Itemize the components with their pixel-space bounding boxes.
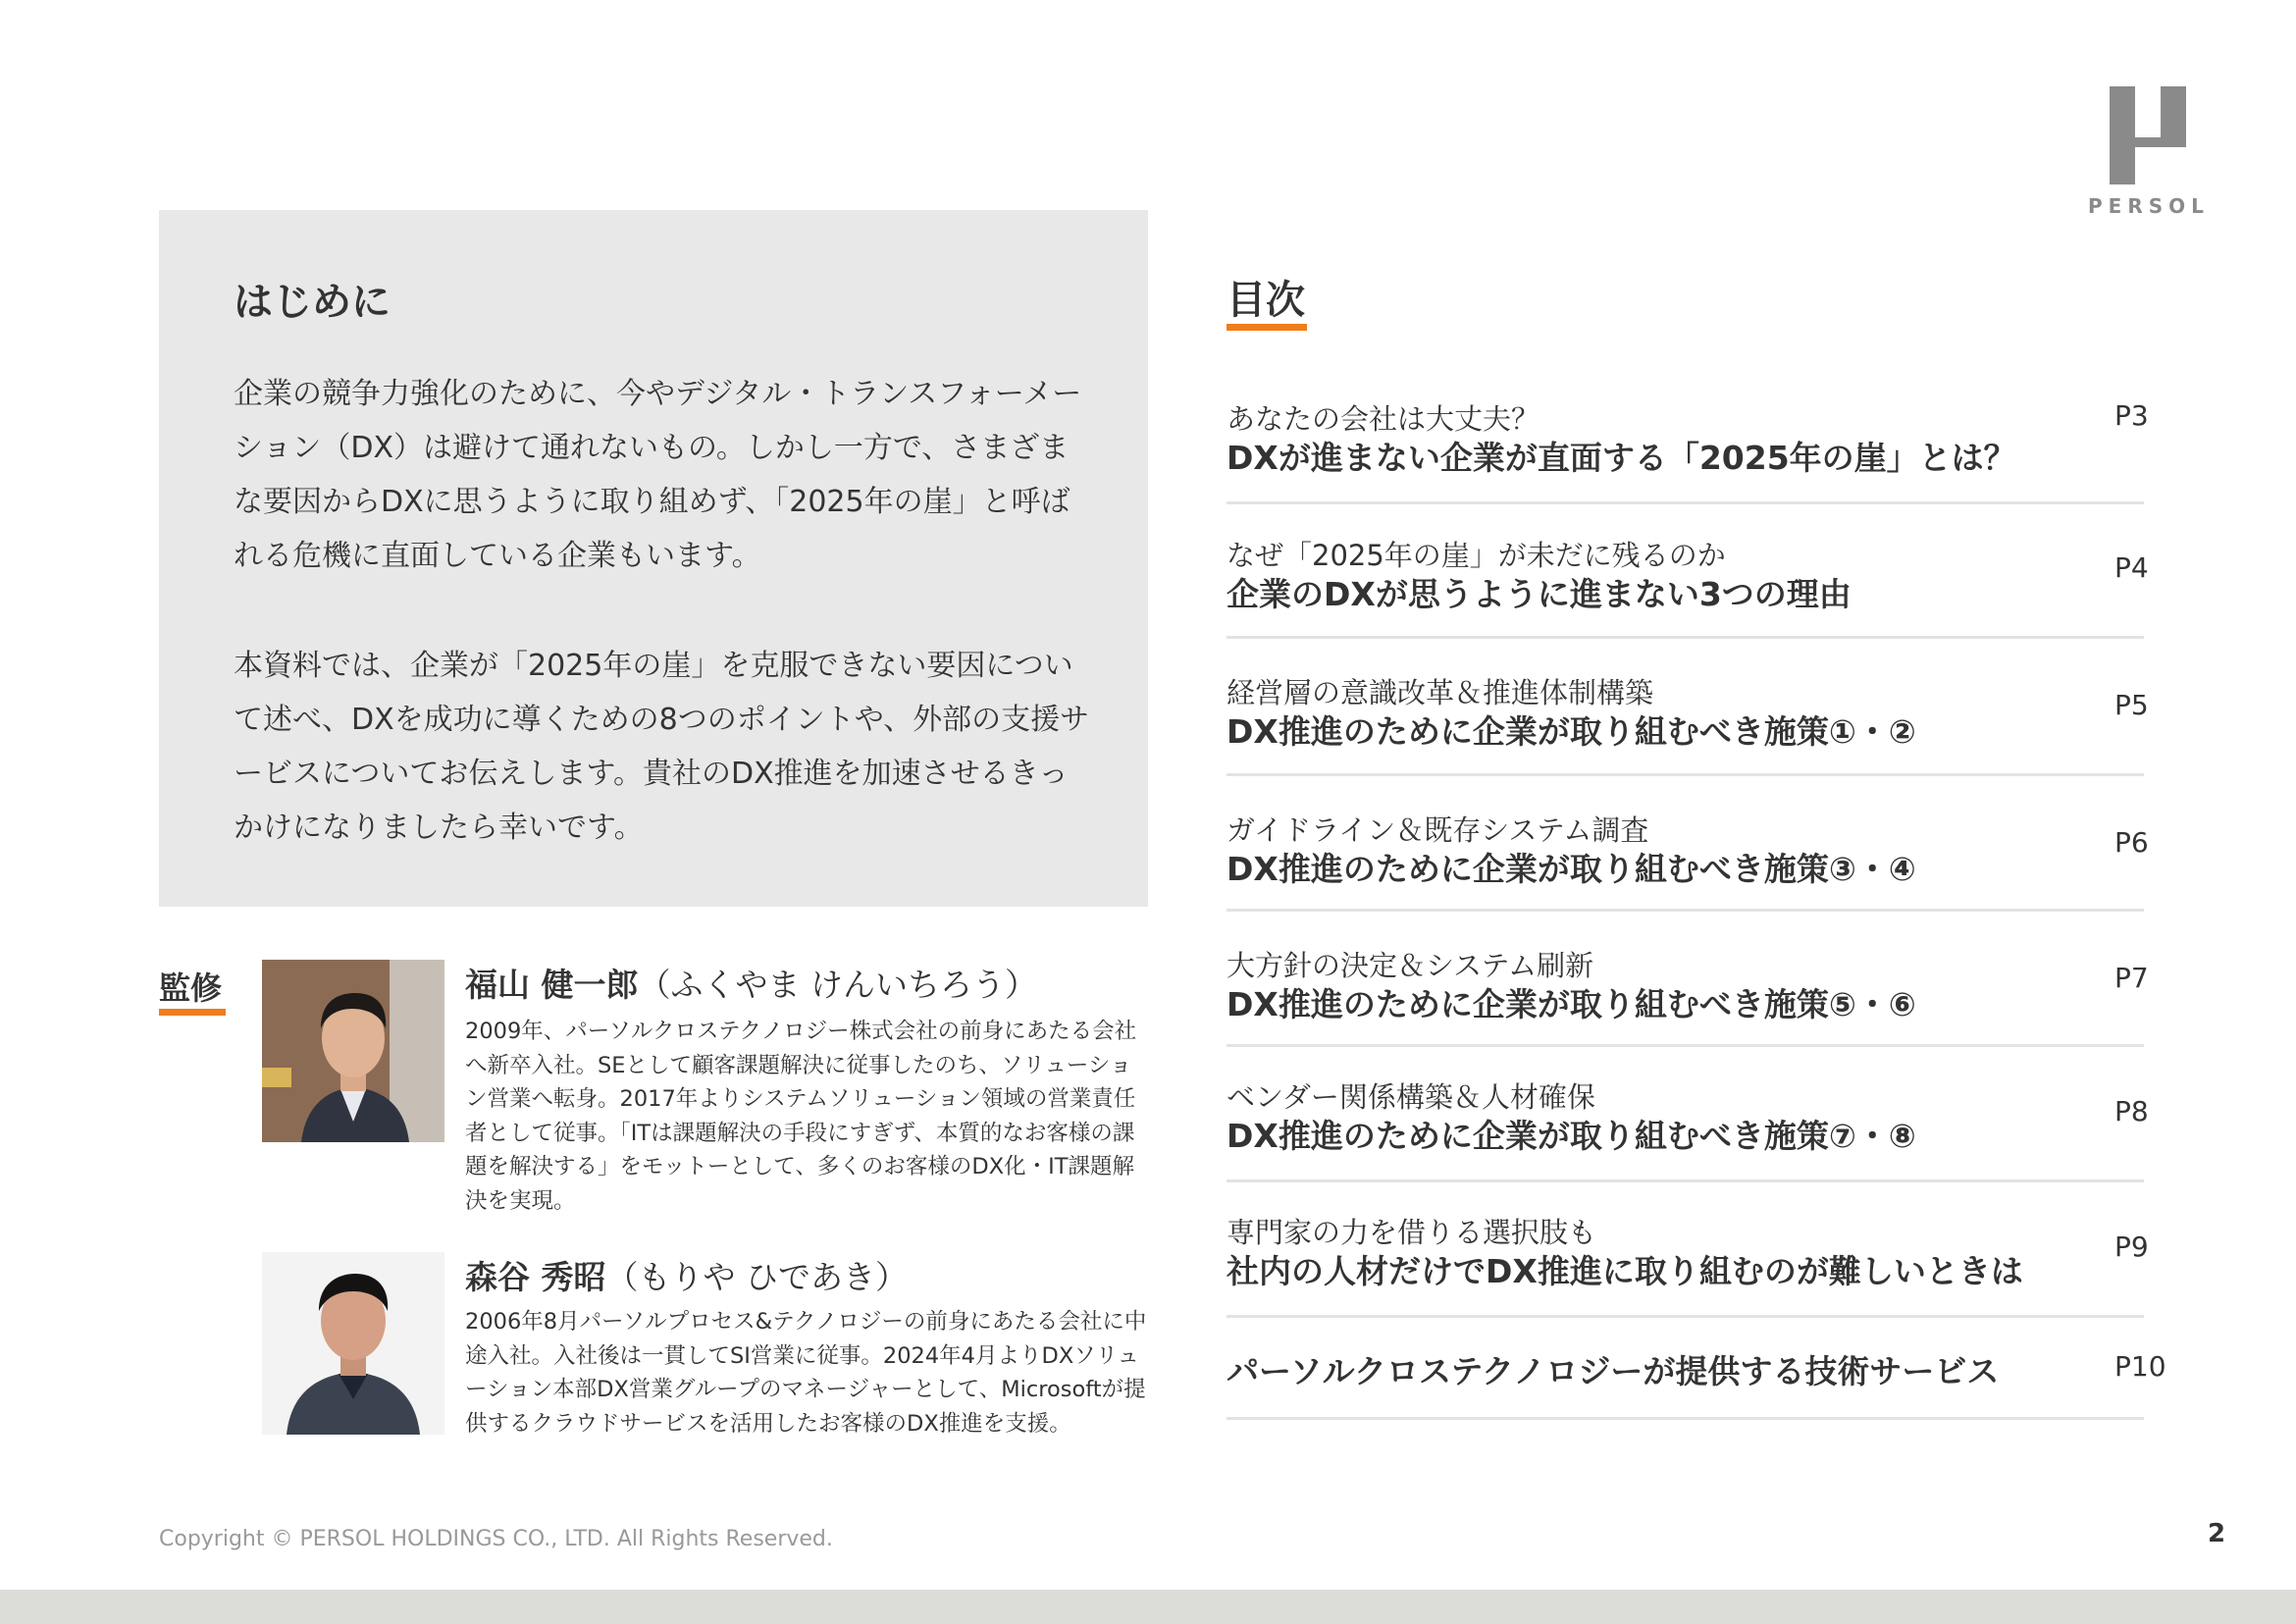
person-photo-moriya (262, 1252, 444, 1435)
toc-item-main: DX推進のために企業が取り組むべき施策⑦・⑧ (1226, 1117, 1916, 1155)
toc-item-page: P10 (2114, 1350, 2166, 1383)
toc-divider (1226, 1315, 2144, 1318)
person-bio-fukuyama: 2009年、パーソルクロステクノロジー株式会社の前身にあたる会社へ新卒入社。SEとして顧客課題解決に従事したのち、ソリューション営業へ転身。2017年よりシステムソリューション領域の営業責任者として従事。「ITは課題解決の手段にすぎず、本質的なお客様の課題を解決する」をモットーとして、多くのお客様のDX化・IT課題解決を実現。 (465, 1019, 1137, 1214)
footer-band (0, 1590, 2296, 1624)
person-reading: （もりや ひであき） (605, 1258, 908, 1296)
toc-item-sub: なぜ「2025年の崖」が未だに残るのか (1226, 539, 1726, 572)
toc-item-main: DX推進のために企業が取り組むべき施策③・④ (1226, 850, 1916, 888)
persol-logo (2088, 86, 2208, 220)
person-reading: （ふくやま けんいちろう） (638, 966, 1037, 1004)
toc-item-page: P4 (2114, 551, 2149, 584)
toc-item-page: P9 (2114, 1231, 2149, 1263)
logo-text: PERSOL (2088, 194, 2210, 218)
toc-underline (1226, 324, 1307, 331)
toc-divider (1226, 501, 2144, 504)
toc-divider (1226, 1417, 2144, 1420)
toc-item-page: P8 (2114, 1095, 2149, 1127)
toc-item-main: DXが進まない企業が直面する「2025年の崖」とは？ (1226, 439, 2016, 477)
toc-item-main: パーソルクロステクノロジーが提供する技術サービス (1226, 1352, 2000, 1390)
toc-divider (1226, 909, 2144, 912)
persol-logo-mark (2110, 86, 2186, 184)
toc-divider (1226, 773, 2144, 776)
toc-item-main: DX推進のために企業が取り組むべき施策⑤・⑥ (1226, 985, 1916, 1023)
person-name-fukuyama (465, 960, 1037, 1006)
person-name: 森谷 秀昭 (465, 1258, 606, 1296)
toc-item-main: 企業のDXが思うように進まない3つの理由 (1226, 575, 1852, 613)
toc-item-page: P5 (2114, 689, 2149, 721)
toc-item-main: 社内の人材だけでDX推進に取り組むのが難しいときは (1226, 1252, 2023, 1290)
toc-item-sub: ベンダー関係構築＆人材確保 (1226, 1080, 1595, 1114)
person-photo-fukuyama (262, 960, 444, 1142)
toc-item-sub: 専門家の力を借りる選択肢も (1226, 1216, 1597, 1249)
toc-item-sub: あなたの会社は大丈夫？ (1226, 402, 1540, 436)
toc-divider (1226, 636, 2144, 639)
toc-divider (1226, 1179, 2144, 1182)
intro-title: はじめに (234, 280, 391, 325)
intro-paragraph-2: 本資料では、企業が「2025年の崖」を克服できない要因について述べ、DXを成功に導くための8つのポイントや、外部の支援サービスについてお伝えします。貴社のDX推進を加速させるきっかけになりましたら幸いです。 (234, 649, 1090, 845)
page-number: 2 (2208, 1519, 2226, 1548)
toc-item-sub: ガイドライン＆既存システム調査 (1226, 813, 1649, 847)
person-bio-moriya: 2006年8月パーソルプロセス&テクノロジーの前身にあたる会社に中途入社。入社後は一貫してSI営業に従事。2024年4月よりDXソリューション本部DX営業グループのマネージャーとして、Microsoftが提供するクラウドサービスを活用したお客様のDX推進を支援。 (465, 1309, 1147, 1437)
toc-item-page: P6 (2114, 826, 2149, 859)
intro-paragraph-1: 企業の競争力強化のために、今やデジタル・トランスフォーメーション（DX）は避けて通れないもの。しかし一方で、さまざまな要因からDXに思うように取り組めず、「2025年の崖」と呼ばれる危機に直面している企業もいます。 (234, 377, 1082, 573)
person-name: 福山 健一郎 (465, 966, 639, 1004)
intro-section (159, 210, 1148, 907)
toc-title: 目次 (1226, 278, 1305, 323)
copyright-text: Copyright © PERSOL HOLDINGS CO., LTD. All Rights Reserved. (159, 1527, 833, 1551)
person-name-moriya (465, 1252, 908, 1298)
toc-divider (1226, 1044, 2144, 1047)
toc-item-sub: 経営層の意識改革＆推進体制構築 (1226, 676, 1654, 709)
toc-item-page: P3 (2114, 399, 2149, 432)
supervision-label: 監修 (159, 969, 223, 1007)
supervision-underline (159, 1009, 226, 1016)
toc-item-page: P7 (2114, 962, 2149, 994)
toc-item-sub: 大方針の決定＆システム刷新 (1226, 949, 1594, 982)
toc-item-main: DX推進のために企業が取り組むべき施策①・② (1226, 712, 1916, 751)
